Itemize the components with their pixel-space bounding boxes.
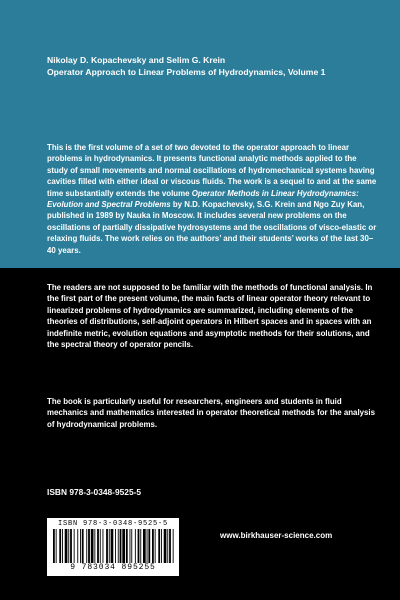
barcode-bar xyxy=(106,529,108,563)
isbn-line: ISBN 978-3-0348-9525-5 xyxy=(47,487,142,497)
barcode-bar xyxy=(77,529,78,563)
barcode-bars xyxy=(51,529,175,563)
barcode-bar xyxy=(86,529,87,563)
barcode-bar xyxy=(94,529,95,563)
barcode-bar xyxy=(109,529,110,563)
barcode-bar xyxy=(152,529,154,563)
barcode-isbn-text: ISBN 978-3-0348-9525-5 xyxy=(57,520,168,528)
barcode-bar xyxy=(161,529,162,563)
barcode-bar xyxy=(70,529,72,563)
barcode-digits: 9 783034 895255 xyxy=(70,563,156,572)
barcode-bar xyxy=(143,529,146,563)
barcode-bar xyxy=(103,529,104,563)
barcode-bar xyxy=(130,529,131,563)
barcode-bar xyxy=(158,529,160,563)
barcode-bar xyxy=(135,529,136,563)
barcode-bar xyxy=(56,529,57,563)
barcode-bar xyxy=(88,529,90,563)
barcode-bar xyxy=(155,529,156,563)
barcode-bar xyxy=(147,529,148,563)
barcode-bar xyxy=(148,529,150,563)
blurb-paragraph-2: The readers are not supposed to be familiar with the methods of functional analysis. In the first part of the present volume, the main facts of linear operator theory relevant to linearized problems of hydrodynamics are summarized, including elements of the theories of distributions, self-adjoint operators in Hilbert spaces and in spaces with an indefinite metric, evolution equations and asymptotic methods for their solutions, and the spectral theory of operator pencils. xyxy=(47,283,373,350)
barcode-bar xyxy=(97,529,99,563)
isbn-barcode xyxy=(47,518,179,576)
barcode-bar xyxy=(68,529,69,563)
barcode-bar xyxy=(167,529,168,563)
barcode-bar xyxy=(118,529,119,563)
barcode-bar xyxy=(138,529,140,563)
blurb-paragraph-3: The book is particularly useful for researchers, engineers and students in fluid mechanics and mathematics interested in operator theoretical methods for the analysis of hydrodynamical problems. xyxy=(47,397,375,429)
book-title: Operator Approach to Linear Problems of Hydrodynamics, Volume 1 xyxy=(47,67,326,77)
barcode-bar xyxy=(111,529,114,563)
barcode-bar xyxy=(91,529,94,563)
barcode-bar xyxy=(122,529,125,563)
barcode-bar xyxy=(62,529,63,563)
barcode-bar xyxy=(126,529,128,563)
barcode-bar xyxy=(169,529,171,563)
barcode-bar xyxy=(59,529,61,563)
barcode-bar xyxy=(120,529,122,563)
barcode-bar xyxy=(82,529,84,563)
authors-line: Nikolay D. Kopachevsky and Selim G. Krein xyxy=(47,55,226,65)
blurb-p1-end: by N.D. Kopachevsky, S.G. Krein and Ngo Zuy Kan, published in 1989 by Nauka in Moscow. It includes several new problems on the oscillations of partially dissipative hydrosystems and the oscillations of visco-elastic or relaxing fluids. The work relies on the authors’ and their students’ works of the last 30–40 years. xyxy=(47,200,377,255)
barcode-bar xyxy=(74,529,75,563)
barcode-bar xyxy=(131,529,132,563)
barcode-bar xyxy=(100,529,101,563)
barcode-bar xyxy=(164,529,167,563)
cited-book-title: Operator Methods in Linear Hydrodynamics: Evolution and Spectral Problems xyxy=(47,188,359,210)
blurb-p1-start: This is the first volume of a set of two devoted to the operator approach to linear problems in hydrodynamics. It presents functional analytic methods applied to the study of small movements and normal oscillations of hydromechanical systems having cavities filled with either ideal or viscous fluids. The work is a sequel to and at the same time substantially extends the volume xyxy=(47,143,377,198)
barcode-bar xyxy=(173,529,174,563)
barcode-bar xyxy=(65,529,68,563)
blurb-paragraph-1 xyxy=(47,142,377,256)
barcode-bar xyxy=(80,529,81,563)
barcode-bar xyxy=(53,529,55,563)
barcode-bar xyxy=(140,529,141,563)
publisher-website: www.birkhauser-science.com xyxy=(220,531,333,540)
barcode-bar xyxy=(115,529,116,563)
